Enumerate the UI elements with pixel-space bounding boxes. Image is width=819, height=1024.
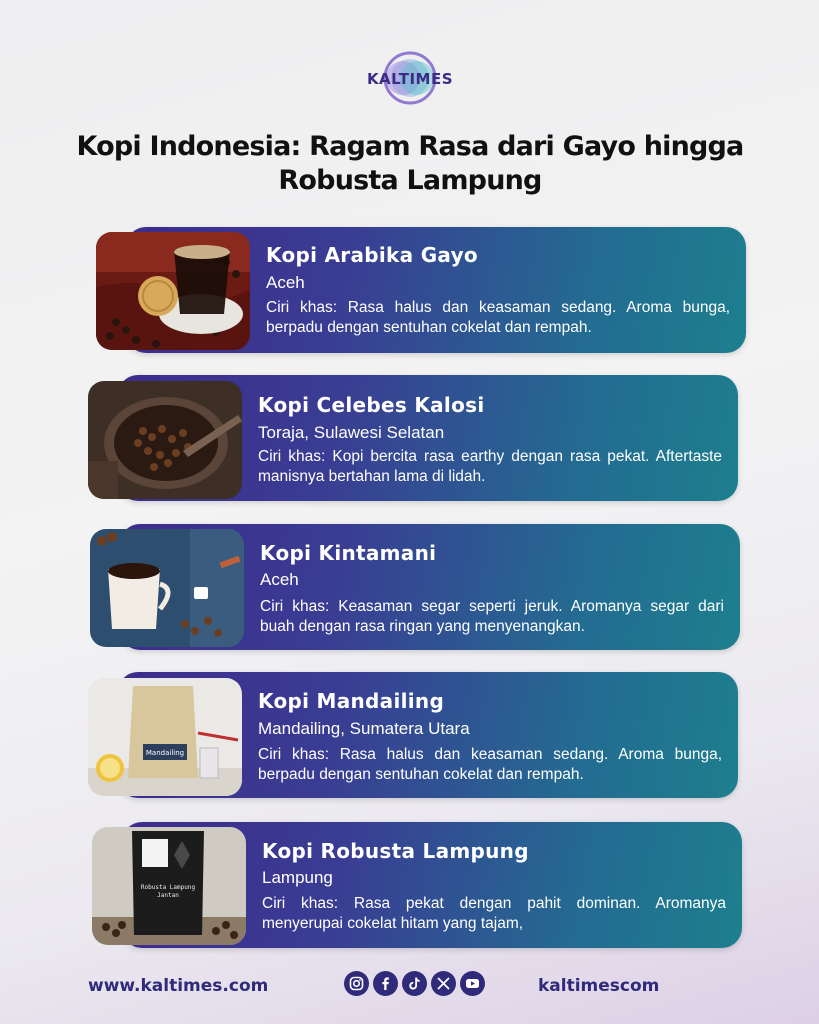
page-title bbox=[30, 130, 790, 198]
x-icon[interactable] bbox=[431, 971, 456, 996]
lampung-bag-label-2: Jantan bbox=[157, 892, 179, 899]
card-region: Aceh bbox=[266, 273, 305, 292]
mandailing-coffee-photo bbox=[88, 678, 242, 796]
tiktok-icon[interactable] bbox=[402, 971, 427, 996]
card-title: Kopi Celebes Kalosi bbox=[258, 393, 485, 417]
card-region: Toraja, Sulawesi Selatan bbox=[258, 423, 445, 442]
title-line-1: Kopi Indonesia: Ragam Rasa dari Gayo hingga bbox=[76, 131, 744, 162]
card-region: Lampung bbox=[262, 868, 333, 887]
card-description: Ciri khas: Rasa halus dan keasaman sedang. Aroma bunga, berpadu dengan sentuhan cokelat dan rempah. bbox=[266, 299, 730, 336]
card-description: Ciri khas: Rasa halus dan keasaman sedang. Aroma bunga, berpadu dengan sentuhan cokelat dan rempah. bbox=[258, 746, 722, 783]
social-handle[interactable]: kaltimescom bbox=[538, 976, 660, 996]
lampung-bag-label-1: Robusta Lampung bbox=[140, 884, 196, 891]
card-region: Mandailing, Sumatera Utara bbox=[258, 719, 470, 738]
social-icons bbox=[344, 971, 485, 996]
card-description: Ciri khas: Keasaman segar seperti jeruk. Aromanya segar dari buah dengan rasa ringan yang menyenangkan. bbox=[260, 598, 724, 635]
card-region: Aceh bbox=[260, 570, 299, 589]
website-link[interactable]: www.kaltimes.com bbox=[88, 976, 269, 996]
card-title: Kopi Mandailing bbox=[258, 689, 445, 713]
card-title: Kopi Arabika Gayo bbox=[266, 243, 478, 267]
gayo-coffee-photo bbox=[96, 232, 250, 350]
instagram-icon[interactable] bbox=[344, 971, 369, 996]
kaltimes-logo bbox=[350, 50, 470, 106]
kalosi-coffee-photo bbox=[88, 381, 242, 499]
card-title: Kopi Kintamani bbox=[260, 541, 437, 565]
lampung-coffee-photo bbox=[92, 827, 246, 945]
facebook-icon[interactable] bbox=[373, 971, 398, 996]
logo-text: KALTIMES bbox=[366, 70, 454, 88]
card-description: Ciri khas: Kopi bercita rasa earthy dengan rasa pekat. Aftertaste manisnya bertahan lama di lidah. bbox=[258, 448, 722, 485]
kintamani-coffee-photo bbox=[90, 529, 244, 647]
mandailing-bag-label: Mandailing bbox=[145, 749, 185, 757]
title-line-2: Robusta Lampung bbox=[278, 165, 542, 196]
card-description: Ciri khas: Rasa pekat dengan pahit dominan. Aromanya menyerupai cokelat hitam yang tajam, bbox=[262, 895, 726, 932]
youtube-icon[interactable] bbox=[460, 971, 485, 996]
card-title: Kopi Robusta Lampung bbox=[262, 839, 529, 863]
